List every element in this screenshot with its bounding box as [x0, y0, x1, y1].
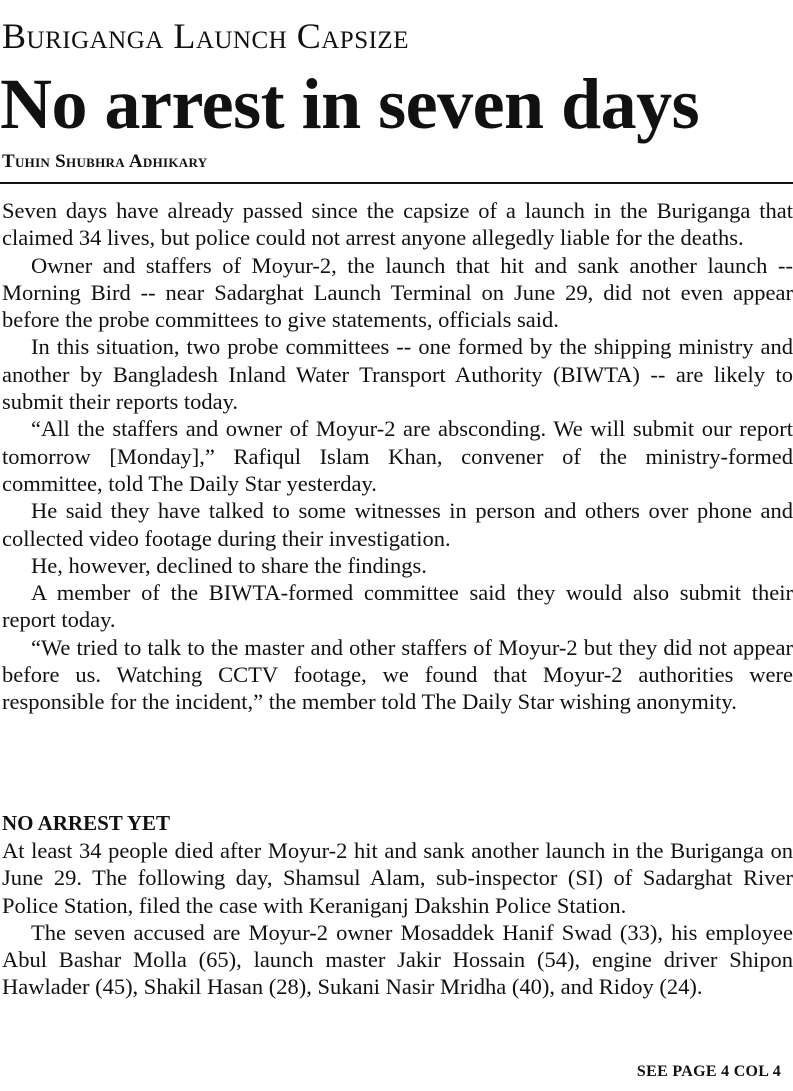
paragraph: A member of the BIWTA-formed committee said they would also submit their report today.	[2, 580, 793, 633]
paragraph: He said they have talked to some witnesses in person and others over phone and collected video footage during their investigation.	[2, 498, 793, 551]
paragraph: In this situation, two probe committees -- one formed by the shipping ministry and another by Bangladesh Inland Water Transport Authority (BIWTA) -- are likely to submit their reports today.	[2, 334, 793, 415]
paragraph: Seven days have already passed since the capsize of a launch in the Buriganga that claimed 34 lives, but police could not arrest anyone allegedly liable for the deaths.	[2, 198, 793, 251]
paragraph: “We tried to talk to the master and other staffers of Moyur-2 but they did not appear before us. Watching CCTV footage, we found that Moyur-2 authorities were responsible for the incident,” the member told The Daily Star wishing anonymity.	[2, 634, 793, 715]
paragraph: At least 34 people died after Moyur-2 hit and sank another launch in the Buriganga on June 29. The following day, Shamsul Alam, sub-inspector (SI) of Sadarghat River Police Station, filed the case with Keraniganj Dakshin Police Station.	[2, 838, 793, 918]
kicker: Buriganga Launch Capsize	[2, 16, 409, 56]
paragraph: Owner and staffers of Moyur-2, the launch that hit and sank another launch -- Morning Bird -- near Sadarghat Launch Terminal on June 29, did not even appear before the probe committees to give statements, officials said.	[2, 252, 793, 333]
byline-divider	[0, 182, 793, 184]
continuation-line: SEE PAGE 4 COL 4	[636, 1063, 781, 1080]
section-subhead: NO ARREST YET	[2, 811, 171, 835]
paragraph: He, however, declined to share the findings.	[31, 552, 427, 578]
article-body	[2, 197, 793, 716]
paragraph: “All the staffers and owner of Moyur-2 are absconding. We will submit our report tomorrow [Monday],” Rafiqul Islam Khan, convener of the ministry-formed committee, told The Daily Star yesterday.	[2, 416, 793, 496]
paragraph: The seven accused are Moyur-2 owner Mosaddek Hanif Swad (33), his employee Abul Bashar Molla (65), launch master Jakir Hossain (54), engine driver Shipon Hawlader (45), Shakil Hasan (28), Sukani Nasir Mridha (40), and Ridoy (24).	[2, 919, 793, 1000]
headline: No arrest in seven days	[0, 64, 700, 144]
byline: Tuhin Shubhra Adhikary	[2, 151, 208, 172]
article-body-section-2	[2, 837, 793, 1001]
